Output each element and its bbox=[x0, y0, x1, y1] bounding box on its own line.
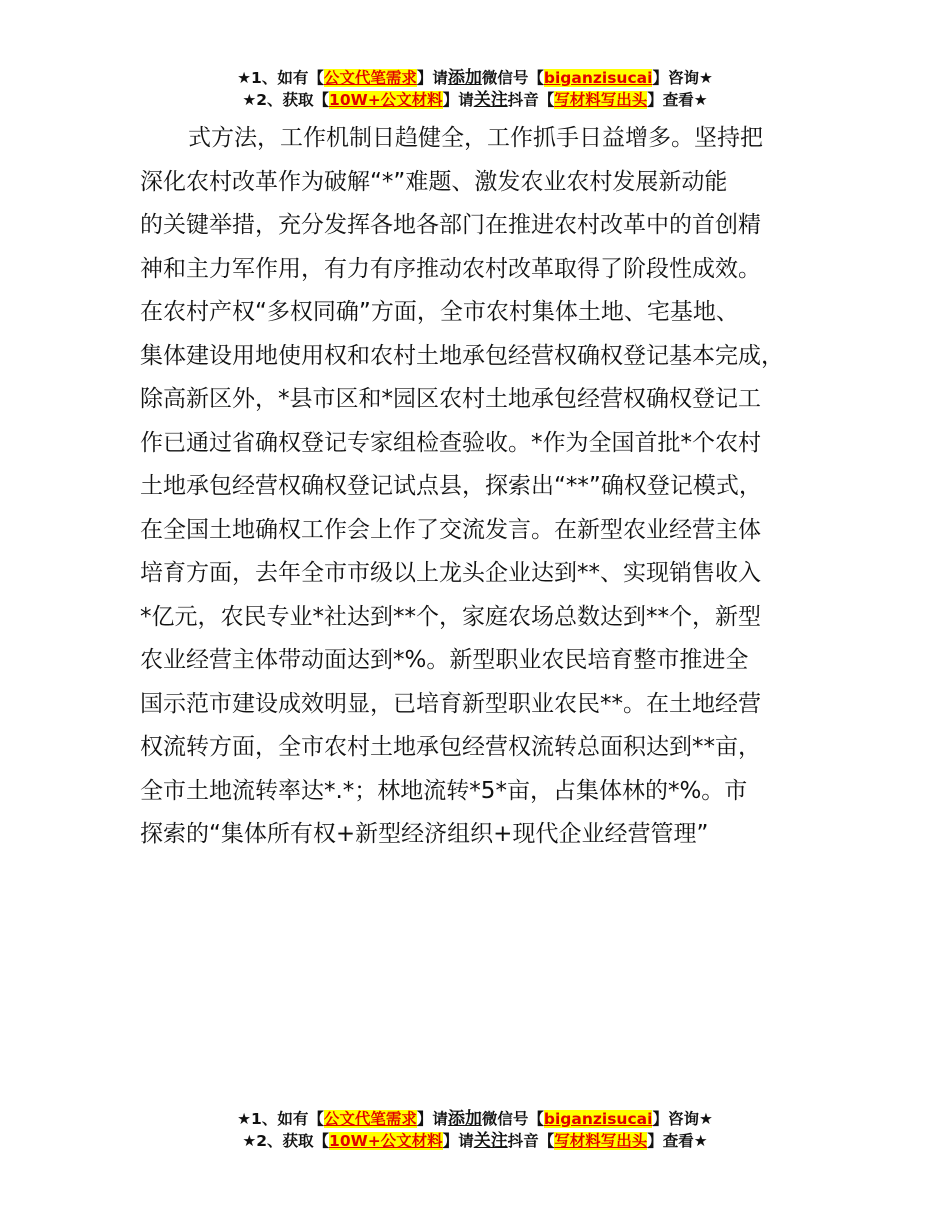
banner-text: ★1、如有【 bbox=[237, 69, 324, 87]
douyin-account: 写材料写出头 bbox=[554, 91, 648, 109]
body-line: 神和主力军作用，有力有序推动农村改革取得了阶段性成效。 bbox=[140, 255, 761, 282]
banner-text: 抖音【 bbox=[507, 91, 555, 109]
banner-text: ★2、获取【 bbox=[242, 1132, 330, 1150]
highlight-service: 公文代笔需求 bbox=[323, 1110, 417, 1128]
body-line: 作已通过省确权登记专家组检查验收。*作为全国首批*个农村 bbox=[140, 429, 761, 456]
banner-text: ★1、如有【 bbox=[237, 1110, 324, 1128]
body-line: 在农村产权“多权同确”方面，全市农村集体土地、宅基地、 bbox=[140, 299, 739, 325]
body-line: 除高新区外，*县市区和*园区农村土地承包经营权确权登记工 bbox=[140, 386, 761, 412]
highlight-materials: 10W+公文材料 bbox=[329, 91, 443, 109]
body-line: 国示范市建设成效明显，已培育新型职业农民**。在土地经营 bbox=[140, 690, 761, 717]
body-line: 式方法，工作机制日趋健全，工作抓手日益增多。坚持把 bbox=[188, 125, 763, 151]
banner-text: 】请 bbox=[442, 91, 474, 109]
banner-line-2 bbox=[0, 89, 950, 111]
highlight-service: 公文代笔需求 bbox=[323, 69, 417, 87]
header-banner bbox=[0, 67, 950, 111]
body-line: 在全国土地确权工作会上作了交流发言。在新型农业经营主体 bbox=[140, 516, 761, 543]
body-line: 探索的“集体所有权+新型经济组织+现代企业经营管理” bbox=[140, 821, 709, 847]
document-body bbox=[140, 117, 840, 857]
banner-emphasis: 添加 bbox=[447, 68, 482, 88]
banner-line-1 bbox=[0, 67, 950, 89]
body-line: 集体建设用地使用权和农村土地承包经营权确权登记基本完成， bbox=[140, 342, 784, 369]
wechat-id: biganzisucai bbox=[543, 69, 653, 87]
banner-emphasis: 关注 bbox=[473, 1131, 508, 1151]
wechat-id: biganzisucai bbox=[543, 1110, 653, 1128]
footer-banner bbox=[0, 1108, 950, 1152]
body-line: *亿元，农民专业*社达到**个，家庭农场总数达到**个，新型 bbox=[140, 603, 761, 630]
banner-text: 】请 bbox=[442, 1132, 474, 1150]
body-line: 农业经营主体带动面达到*%。新型职业农民培育整市推进全 bbox=[140, 647, 749, 673]
banner-text: 】查看★ bbox=[647, 91, 708, 109]
douyin-account: 写材料写出头 bbox=[554, 1132, 648, 1150]
banner-text: 】请 bbox=[416, 69, 448, 87]
highlight-materials: 10W+公文材料 bbox=[329, 1132, 443, 1150]
banner-text: 】咨询★ bbox=[652, 69, 713, 87]
banner-line-2 bbox=[0, 1130, 950, 1152]
banner-text: 】请 bbox=[416, 1110, 448, 1128]
banner-text: 】查看★ bbox=[647, 1132, 708, 1150]
body-line: 全市土地流转率达*.*；林地流转*5*亩，占集体林的*%。市 bbox=[140, 777, 748, 804]
body-line: 土地承包经营权确权登记试点县，探索出“**”确权登记模式， bbox=[140, 473, 762, 499]
body-line: 权流转方面，全市农村土地承包经营权流转总面积达到**亩， bbox=[140, 734, 761, 760]
banner-emphasis: 添加 bbox=[447, 1109, 482, 1129]
body-line: 的关键举措，充分发挥各地各部门在推进农村改革中的首创精 bbox=[140, 212, 761, 238]
banner-text: 微信号【 bbox=[481, 69, 544, 87]
banner-text: 】咨询★ bbox=[652, 1110, 713, 1128]
body-line: 深化农村改革作为破解“*”难题、激发农业农村发展新动能 bbox=[140, 168, 728, 195]
banner-text: 抖音【 bbox=[507, 1132, 555, 1150]
banner-text: ★2、获取【 bbox=[242, 91, 330, 109]
banner-emphasis: 关注 bbox=[473, 90, 508, 110]
body-line: 培育方面，去年全市市级以上龙头企业达到**、实现销售收入 bbox=[140, 560, 761, 586]
banner-line-1 bbox=[0, 1108, 950, 1130]
banner-text: 微信号【 bbox=[481, 1110, 544, 1128]
